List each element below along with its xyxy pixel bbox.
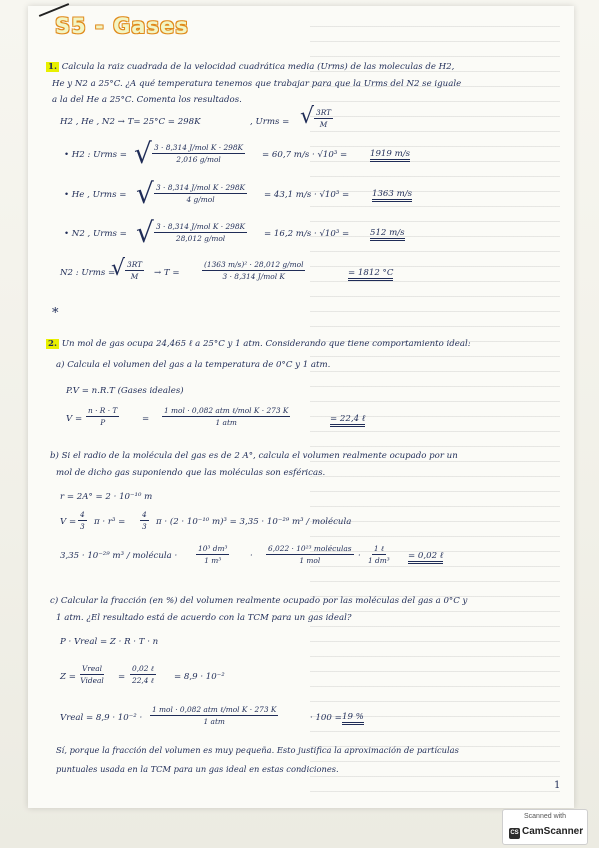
q2-b-conv-n2: 6,022 · 10²³ moléculas <box>268 544 352 553</box>
q2-c-line2: 1 atm. ¿El resultado está de acuerdo con la TCM para un gas ideal? <box>56 613 352 623</box>
q2-b-conv-d1: 1 m³ <box>204 556 222 565</box>
q2-b-v-lhs: V = <box>60 517 77 527</box>
q1-h2-result: = 60,7 m/s · √10³ = <box>262 150 348 160</box>
q2-a-num: n · R · T <box>88 406 118 415</box>
q2-a-den2: 1 atm <box>215 418 237 427</box>
q2-c-v: Vreal = 8,9 · 10⁻² · <box>60 713 143 723</box>
q1-urms-lhs: , Urms = <box>250 117 290 127</box>
q1-n2eq-final: = 1812 °C <box>348 268 393 281</box>
q1-number: 1. <box>48 62 57 72</box>
q2-c-z-den: Videal <box>80 676 104 685</box>
q2-c-v-num: 1 mol · 0,082 atm ℓ/mol K · 273 K <box>152 705 277 714</box>
q1-n2eq-fraction <box>125 260 144 281</box>
q2-c-z-den2: 22,4 ℓ <box>132 676 154 685</box>
q2-c-v-den: 1 atm <box>203 717 225 726</box>
q2-b-conv-d3: 1 dm³ <box>368 556 390 565</box>
q1-n2eq-den: M <box>130 272 139 281</box>
q2-b-four: 4 <box>142 510 147 519</box>
q2-c-z-result: = 8,9 · 10⁻² <box>174 672 225 682</box>
dot-operator: · <box>358 551 361 561</box>
q2-b-conv-d2: 1 mol <box>299 556 321 565</box>
sqrt-sign: √ <box>136 177 154 210</box>
q2-a-text: a) Calcula el volumen del gas a la temperatura de 0°C y 1 atm. <box>56 360 331 370</box>
asterisk-mark: * <box>52 306 59 321</box>
q2-b-line2: mol de dicho gas suponiendo que las moléculas son esféricas. <box>56 468 326 478</box>
q2-c-v-result: · 100 = <box>310 713 342 723</box>
q1-urms-fraction <box>314 108 333 129</box>
q1-n2eq-num: 3RT <box>127 260 143 269</box>
q2-b-v-mid: π · r³ = <box>94 517 126 527</box>
q2-a-den: P <box>100 418 106 427</box>
camscanner-logo-icon: CS <box>509 828 520 839</box>
dot-operator: · <box>250 551 253 561</box>
q1-line1 <box>46 62 454 72</box>
q2-b-three: 3 <box>142 522 147 531</box>
sqrt-sign: √ <box>111 256 126 281</box>
q1-n2-final: 512 m/s <box>370 228 405 241</box>
q2-c-z-fraction <box>80 664 104 685</box>
camscanner-name: CamScanner <box>522 826 584 837</box>
q2-c-line1: c) Calcular la fracción (en %) del volumen realmente ocupado por las moléculas del gas a 0°C y <box>50 596 468 606</box>
q2-b-line1: b) Si el radio de la molécula del gas es de 2 A°, calcula el volumen realmente ocupado por un <box>50 451 458 461</box>
q1-n2-result: = 16,2 m/s · √10³ = <box>264 229 350 239</box>
q1-h2-den: 2,016 g/mol <box>176 155 221 164</box>
q2-c-eq: P · Vreal = Z · R · T · n <box>60 637 159 647</box>
page-number: 1 <box>554 780 561 791</box>
sqrt-sign: √ <box>136 216 154 249</box>
q2-a-v: V = <box>66 414 83 424</box>
q1-n2-fraction <box>154 222 247 243</box>
q2-b-v-rhs: π · (2 · 10⁻¹⁰ m)³ = 3,35 · 10⁻²⁹ m³ / molécula <box>156 517 352 527</box>
sqrt-sign: √ <box>300 104 315 129</box>
q2-b-three: 3 <box>80 522 85 531</box>
q2-b-radius: r = 2A° = 2 · 10⁻¹⁰ m <box>60 492 153 502</box>
q1-h2-label: • H2 : Urms = <box>64 150 127 160</box>
q1-h2-fraction <box>152 143 245 164</box>
scanned-with-label: Scanned with <box>523 813 567 820</box>
q2-c-z-num: Vreal <box>82 664 103 673</box>
q2-line1-text: Un mol de gas ocupa 24,465 ℓ a 25°C y 1 atm. Considerando que tiene comportamiento ideal: <box>61 339 471 349</box>
bleed-through-text <box>310 12 560 792</box>
q1-h2-final: 1919 m/s <box>370 149 410 162</box>
q2-b-conv-n1: 10³ dm³ <box>198 544 228 553</box>
q1-he-label: • He , Urms = <box>64 190 127 200</box>
q1-line1-text: Calcula la raiz cuadrada de la velocidad cuadrática media (Urms) de las moleculas de H2, <box>61 62 455 72</box>
q1-line2: He y N2 a 25°C. ¿A qué temperatura tenemos que trabajar para que la Urms del N2 se iguale <box>52 79 462 89</box>
q1-n2eq-t-fraction <box>202 260 305 281</box>
q2-b-conv-frac3 <box>368 544 390 565</box>
q2-a-pv: P.V = n.R.T (Gases ideales) <box>66 386 184 396</box>
q2-b-four: 4 <box>80 510 85 519</box>
q1-n2eq-label: N2 : Urms = <box>60 268 116 278</box>
q2-a-eq: = <box>142 414 150 424</box>
q1-urms-den: M <box>319 120 328 129</box>
q1-n2eq-t-num: (1363 m/s)² · 28,012 g/mol <box>204 260 304 269</box>
q2-c-z: Z = <box>60 672 76 682</box>
sqrt-sign: √ <box>134 137 152 170</box>
q2-b-conv-lhs: 3,35 · 10⁻²⁹ m³ / molécula · <box>60 551 178 561</box>
q2-number: 2. <box>48 339 57 349</box>
q2-c-z-num2: 0,02 ℓ <box>132 664 154 673</box>
q2-b-four-thirds-1 <box>78 510 87 531</box>
q2-b-conv-final: = 0,02 ℓ <box>408 550 443 564</box>
q2-a-fraction2 <box>162 406 290 427</box>
q1-n2-num: 3 · 8,314 J/mol K · 298K <box>156 222 246 231</box>
q2-b-conv-frac2 <box>266 544 354 565</box>
q2-c-z-eq: = <box>118 672 126 682</box>
q1-urms-num: 3RT <box>316 108 332 117</box>
q1-he-fraction <box>154 183 247 204</box>
q2-conclusion-line1: Sí, porque la fracción del volumen es muy pequeña. Esto justifica la aproximación de partículas <box>56 745 459 755</box>
q1-he-final: 1363 m/s <box>372 189 412 202</box>
q1-n2eq-t-den: 3 · 8,314 J/mol K <box>222 272 285 281</box>
camscanner-badge <box>502 809 588 845</box>
q1-setup: H2 , He , N2 → T= 25°C = 298K <box>60 117 201 127</box>
q2-c-v-fraction <box>150 705 278 726</box>
q2-b-four-thirds-2 <box>140 510 149 531</box>
q2-a-final: = 22,4 ℓ <box>330 413 365 427</box>
q1-n2-den: 28,012 g/mol <box>175 234 226 243</box>
q2-c-z-fraction2 <box>130 664 156 685</box>
q1-h2-num: 3 · 8,314 J/mol K · 298K <box>154 143 244 152</box>
q2-b-conv-frac1 <box>196 544 229 565</box>
q1-he-num: 3 · 8,314 J/mol K · 298K <box>156 183 246 192</box>
page-title: S5 - Gases <box>55 14 189 38</box>
q1-n2-label: • N2 , Urms = <box>64 229 127 239</box>
q1-line3: a la del He a 25°C. Comenta los resultados. <box>52 95 242 105</box>
q2-a-fraction1 <box>86 406 119 427</box>
q2-b-conv-n3: 1 ℓ <box>373 544 384 553</box>
q1-he-result: = 43,1 m/s · √10³ = <box>264 190 350 200</box>
q2-line1 <box>46 338 471 349</box>
q1-n2eq-arrow: → T = <box>154 268 180 278</box>
q2-conclusion-line2: puntuales usada en la TCM para un gas ideal en estas condiciones. <box>56 764 339 774</box>
q2-c-v-final: 19 % <box>342 712 364 725</box>
q1-he-den: 4 g/mol <box>186 195 215 204</box>
q2-a-num2: 1 mol · 0,082 atm ℓ/mol K · 273 K <box>164 406 289 415</box>
